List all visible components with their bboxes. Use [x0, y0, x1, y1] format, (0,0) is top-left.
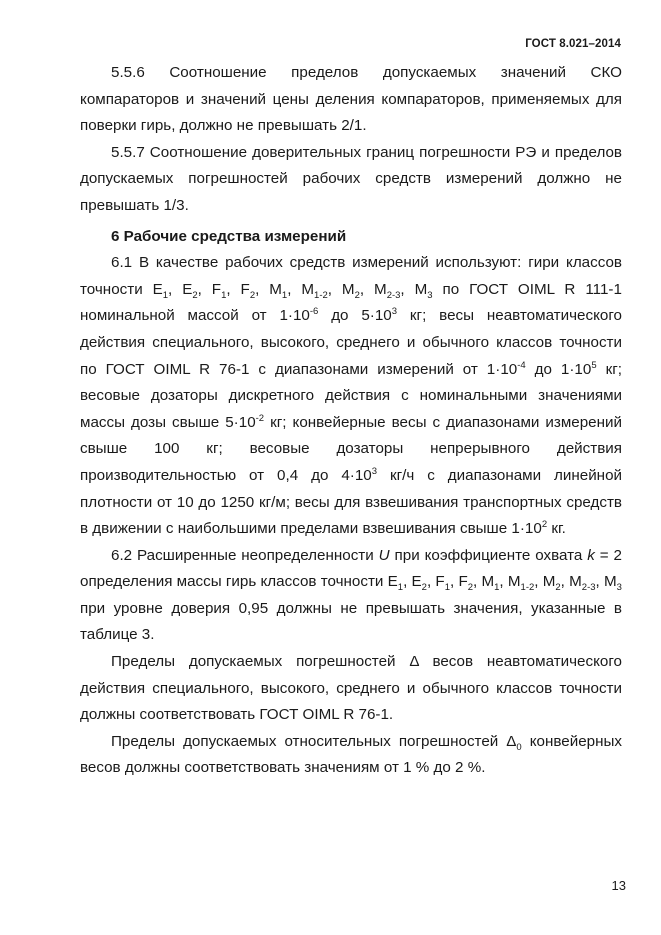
paragraph-limits-conveyor: Пределы допускаемых относительных погрешностей $\Delta_0$ конвейерных весов должны соответствовать значениям от 1 % до 2 %. — [80, 732, 622, 777]
document-code: ГОСТ 8.021–2014 — [525, 38, 621, 50]
paragraph-6-1: 6.1 В качестве рабочих средств измерений используют: гири классов точности $E_1$, $E_2$, $F_1$, $F_2$, $M_1$, $M_{1-2}$, $M_2$, $M_{2-3}$, $M_3$ по ГОСТ OIML R 111-1 номинальной массой от $1\cdot 10^{-6}$ до $5\cdot 10^3$ кг; весы неавтоматического действия специального, высокого, среднего и обычного классов точности по ГОСТ OIML R 76-1 с диапазонами измерений от $1\cdot 10^{-4}$ до $1\cdot 10^5$ кг; весовые дозаторы дискретного действия с номинальными значениями массы дозы свыше $5\cdot 10^{-2}$ кг; конвейерные весы с диапазонами измерений свыше 100 кг; весовые дозаторы непрерывного действия производительностью от 0,4 до $4\cdot 10^3$ кг/ч с диапазонами линейной плотности от 10 до 1250 кг/м; весы для взвешивания транспортных средств в движении с наибольшими пределами взвешивания свыше $1\cdot 10^2$ кг. — [80, 254, 623, 538]
page-body — [80, 60, 622, 782]
paragraph-5-5-7: 5.5.7 Соотношение доверительных границ погрешности РЭ и пределов допускаемых погрешностей рабочих средств измерений должно не превышать 1/3. — [80, 143, 622, 214]
paragraph-limits-scales: Пределы допускаемых погрешностей Δ весов неавтоматического действия специального, высокого, среднего и обычного классов точности должны соответствовать ГОСТ OIML R 76-1. — [80, 653, 622, 724]
paragraph-6-2: 6.2 Расширенные неопределенности U при коэффициенте охвата k = 2 определения массы гирь классов точности $E_1$, $E_2$, $F_1$, $F_2$, $M_1$, $M_{1-2}$, $M_2$, $M_{2-3}$, $M_3$ при уровне доверия 0,95 должны не превышать значения, указанные в таблице 3. — [80, 546, 622, 644]
paragraph-5-5-6: 5.5.6 Соотношение пределов допускаемых значений СКО компараторов и значений цены деления компараторов, применяемых для поверки гирь, должно не превышать 2/1. — [80, 64, 622, 135]
section-6-heading: 6 Рабочие средства измерений — [111, 227, 347, 245]
page-number: 13 — [611, 878, 626, 893]
